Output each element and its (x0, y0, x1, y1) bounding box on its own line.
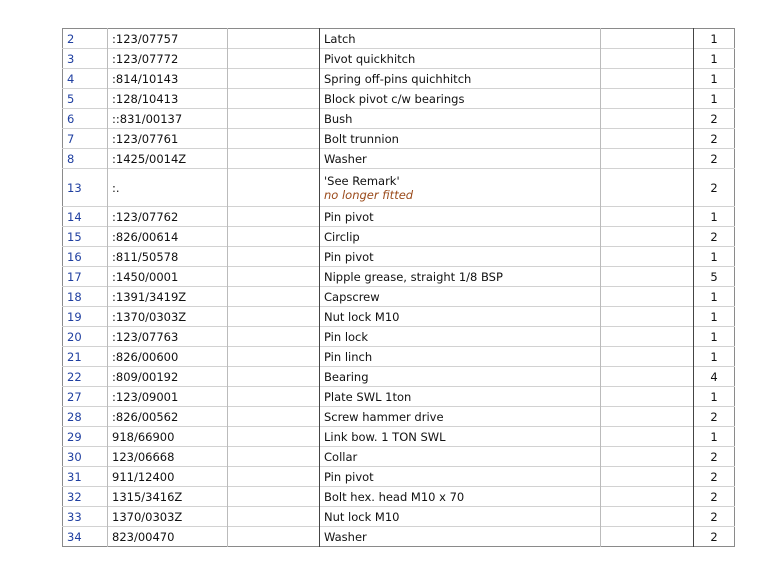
blank-cell (601, 447, 694, 467)
blank-cell (601, 287, 694, 307)
table-row (63, 49, 735, 69)
quantity: 2 (694, 527, 735, 547)
part-number: 1315/3416Z (108, 487, 228, 507)
blank-cell (228, 467, 320, 487)
blank-cell (228, 347, 320, 367)
description-cell (320, 149, 601, 169)
blank-cell (228, 527, 320, 547)
description: Capscrew (324, 289, 380, 304)
table-row (63, 227, 735, 247)
part-number: :123/07772 (108, 49, 228, 69)
table-row (63, 109, 735, 129)
part-number: ::831/00137 (108, 109, 228, 129)
blank-cell (601, 129, 694, 149)
quantity: 1 (694, 89, 735, 109)
quantity: 2 (694, 129, 735, 149)
item-number: 7 (63, 129, 108, 149)
blank-cell (228, 227, 320, 247)
part-number: :1425/0014Z (108, 149, 228, 169)
quantity: 4 (694, 367, 735, 387)
table-row (63, 307, 735, 327)
blank-cell (601, 267, 694, 287)
description: Bolt hex. head M10 x 70 (324, 489, 465, 504)
quantity: 1 (694, 287, 735, 307)
description: Latch (324, 31, 356, 46)
table-row (63, 347, 735, 367)
quantity: 1 (694, 387, 735, 407)
blank-cell (601, 89, 694, 109)
description-cell (320, 247, 601, 267)
blank-cell (228, 487, 320, 507)
description-cell (320, 447, 601, 467)
description: Nut lock M10 (324, 509, 400, 524)
table-row (63, 207, 735, 227)
description: Link bow. 1 TON SWL (324, 429, 446, 444)
description: Block pivot c/w bearings (324, 91, 465, 106)
part-number: :809/00192 (108, 367, 228, 387)
description-cell (320, 69, 601, 89)
remark-note: no longer fitted (324, 187, 414, 202)
item-number: 14 (63, 207, 108, 227)
item-number: 29 (63, 427, 108, 447)
quantity: 1 (694, 307, 735, 327)
blank-cell (228, 109, 320, 129)
item-number: 16 (63, 247, 108, 267)
quantity: 2 (694, 447, 735, 467)
table-row (63, 367, 735, 387)
table-row (63, 149, 735, 169)
item-number: 17 (63, 267, 108, 287)
description-cell (320, 487, 601, 507)
part-number: :128/10413 (108, 89, 228, 109)
table-row (63, 169, 735, 207)
quantity: 1 (694, 69, 735, 89)
blank-cell (601, 69, 694, 89)
blank-cell (601, 387, 694, 407)
table-row (63, 287, 735, 307)
description: Pin pivot (324, 469, 374, 484)
table-row (63, 467, 735, 487)
description: Screw hammer drive (324, 409, 444, 424)
blank-cell (228, 267, 320, 287)
blank-cell (601, 507, 694, 527)
item-number: 34 (63, 527, 108, 547)
quantity: 2 (694, 227, 735, 247)
part-number: :123/07757 (108, 29, 228, 49)
item-number: 18 (63, 287, 108, 307)
blank-cell (601, 247, 694, 267)
description: 'See Remark' (324, 173, 400, 188)
part-number: :1370/0303Z (108, 307, 228, 327)
table-row (63, 527, 735, 547)
part-number: :1391/3419Z (108, 287, 228, 307)
blank-cell (601, 49, 694, 69)
table-row (63, 427, 735, 447)
description: Bolt trunnion (324, 131, 399, 146)
item-number: 27 (63, 387, 108, 407)
blank-cell (228, 89, 320, 109)
part-number: 911/12400 (108, 467, 228, 487)
blank-cell (228, 327, 320, 347)
description: Pin pivot (324, 209, 374, 224)
description-cell (320, 227, 601, 247)
description: Pin pivot (324, 249, 374, 264)
description: Pin linch (324, 349, 373, 364)
blank-cell (228, 407, 320, 427)
quantity: 2 (694, 487, 735, 507)
blank-cell (228, 29, 320, 49)
description-cell (320, 267, 601, 287)
blank-cell (228, 387, 320, 407)
table-row (63, 327, 735, 347)
item-number: 3 (63, 49, 108, 69)
description: Collar (324, 449, 358, 464)
table-row (63, 29, 735, 49)
part-number: :814/10143 (108, 69, 228, 89)
description-cell (320, 347, 601, 367)
description: Bearing (324, 369, 369, 384)
blank-cell (228, 207, 320, 227)
quantity: 2 (694, 169, 735, 207)
quantity: 1 (694, 49, 735, 69)
description-cell (320, 169, 601, 207)
table-row (63, 129, 735, 149)
quantity: 1 (694, 327, 735, 347)
item-number: 15 (63, 227, 108, 247)
description-cell (320, 287, 601, 307)
quantity: 5 (694, 267, 735, 287)
part-number: 1370/0303Z (108, 507, 228, 527)
description: Pin lock (324, 329, 369, 344)
blank-cell (228, 427, 320, 447)
item-number: 30 (63, 447, 108, 467)
description-cell (320, 527, 601, 547)
part-number: :123/09001 (108, 387, 228, 407)
description: Nut lock M10 (324, 309, 400, 324)
description-cell (320, 89, 601, 109)
table-row (63, 487, 735, 507)
blank-cell (601, 149, 694, 169)
description-cell (320, 49, 601, 69)
blank-cell (601, 347, 694, 367)
blank-cell (601, 109, 694, 129)
blank-cell (228, 69, 320, 89)
parts-list-body (63, 29, 735, 547)
description-cell (320, 367, 601, 387)
blank-cell (601, 527, 694, 547)
quantity: 2 (694, 149, 735, 169)
blank-cell (601, 169, 694, 207)
description-cell (320, 129, 601, 149)
quantity: 1 (694, 347, 735, 367)
quantity: 2 (694, 467, 735, 487)
item-number: 5 (63, 89, 108, 109)
description: Bush (324, 111, 353, 126)
description: Circlip (324, 229, 360, 244)
item-number: 32 (63, 487, 108, 507)
table-row (63, 407, 735, 427)
item-number: 4 (63, 69, 108, 89)
item-number: 33 (63, 507, 108, 527)
blank-cell (228, 49, 320, 69)
table-row (63, 387, 735, 407)
description: Washer (324, 151, 367, 166)
item-number: 8 (63, 149, 108, 169)
description-cell (320, 307, 601, 327)
part-number: 918/66900 (108, 427, 228, 447)
blank-cell (228, 287, 320, 307)
quantity: 2 (694, 507, 735, 527)
part-number: :1450/0001 (108, 267, 228, 287)
table-row (63, 267, 735, 287)
quantity: 1 (694, 427, 735, 447)
item-number: 22 (63, 367, 108, 387)
table-row (63, 447, 735, 467)
description: Nipple grease, straight 1/8 BSP (324, 269, 503, 284)
part-number: :123/07762 (108, 207, 228, 227)
blank-cell (228, 367, 320, 387)
blank-cell (601, 307, 694, 327)
blank-cell (601, 467, 694, 487)
item-number: 28 (63, 407, 108, 427)
table-row (63, 247, 735, 267)
blank-cell (601, 427, 694, 447)
blank-cell (601, 29, 694, 49)
description-cell (320, 427, 601, 447)
blank-cell (228, 149, 320, 169)
part-number: :. (108, 169, 228, 207)
blank-cell (601, 327, 694, 347)
description-cell (320, 327, 601, 347)
description-cell (320, 207, 601, 227)
description-cell (320, 387, 601, 407)
description-cell (320, 109, 601, 129)
item-number: 13 (63, 169, 108, 207)
quantity: 1 (694, 207, 735, 227)
table-row (63, 507, 735, 527)
table-row (63, 69, 735, 89)
quantity: 1 (694, 247, 735, 267)
part-number: 123/06668 (108, 447, 228, 467)
blank-cell (601, 227, 694, 247)
part-number: :123/07763 (108, 327, 228, 347)
part-number: :811/50578 (108, 247, 228, 267)
part-number: 823/00470 (108, 527, 228, 547)
quantity: 2 (694, 109, 735, 129)
blank-cell (228, 129, 320, 149)
description-cell (320, 467, 601, 487)
table-row (63, 89, 735, 109)
blank-cell (228, 507, 320, 527)
part-number: :123/07761 (108, 129, 228, 149)
blank-cell (228, 247, 320, 267)
parts-list-table (62, 28, 735, 547)
blank-cell (601, 407, 694, 427)
part-number: :826/00600 (108, 347, 228, 367)
description-cell (320, 29, 601, 49)
quantity: 2 (694, 407, 735, 427)
description: Spring off-pins quichhitch (324, 71, 472, 86)
blank-cell (228, 169, 320, 207)
item-number: 19 (63, 307, 108, 327)
item-number: 2 (67, 31, 75, 46)
blank-cell (601, 367, 694, 387)
description: Washer (324, 529, 367, 544)
item-number: 20 (63, 327, 108, 347)
description-cell (320, 507, 601, 527)
part-number: :826/00562 (108, 407, 228, 427)
blank-cell (228, 307, 320, 327)
item-number: 6 (63, 109, 108, 129)
description-cell (320, 407, 601, 427)
description: Plate SWL 1ton (324, 389, 412, 404)
description: Pivot quickhitch (324, 51, 416, 66)
item-number: 21 (63, 347, 108, 367)
blank-cell (601, 487, 694, 507)
blank-cell (601, 207, 694, 227)
item-number: 31 (63, 467, 108, 487)
quantity: 1 (694, 29, 735, 49)
blank-cell (228, 447, 320, 467)
part-number: :826/00614 (108, 227, 228, 247)
